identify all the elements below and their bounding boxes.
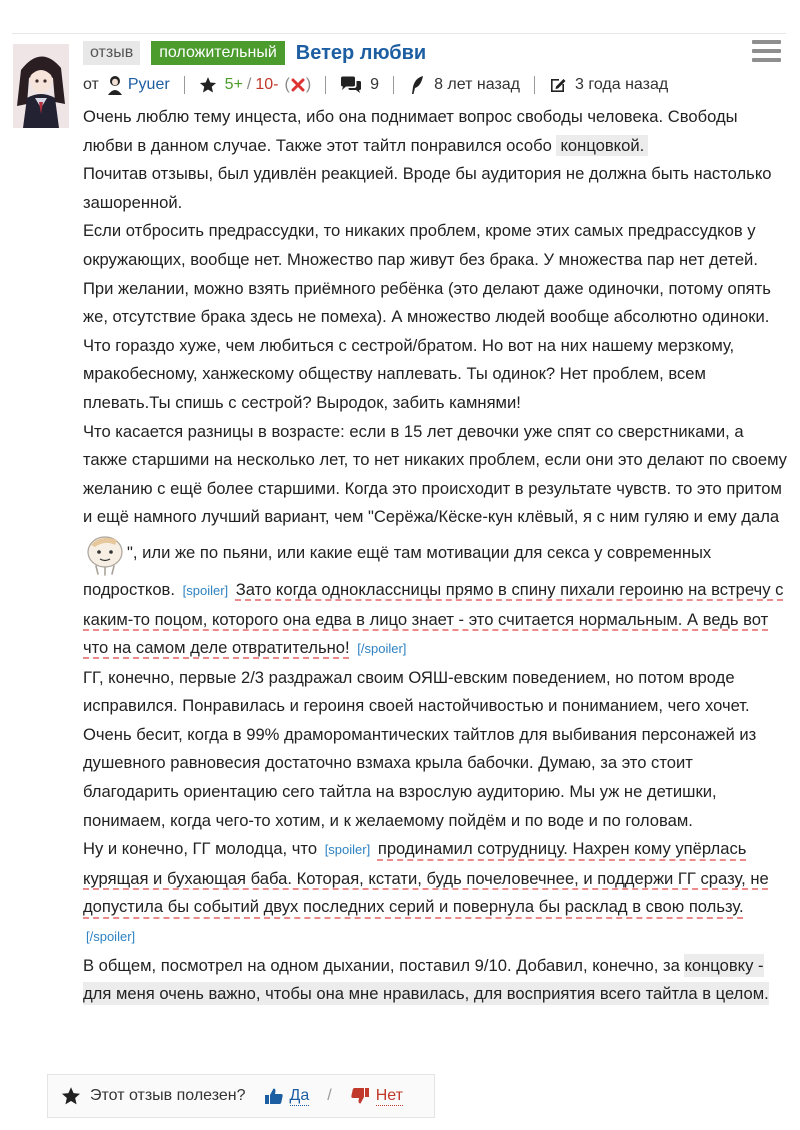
spoiler-open-tag: [spoiler] bbox=[324, 842, 371, 858]
author-prefix: от bbox=[83, 76, 99, 93]
vote-yes-link[interactable]: Да bbox=[289, 1086, 310, 1104]
spoiler-close-tag: [/spoiler] bbox=[86, 929, 136, 945]
highlighted-text: концовку - для меня очень важно, чтобы она мне нравилась, для восприятия всего тайтла в целом. bbox=[83, 955, 769, 1004]
review-type-badge: отзыв bbox=[83, 41, 140, 65]
paragraph: Почитав отзывы, был удивлён реакцией. Вроде бы аудитория не должна быть настолько зашоренной. bbox=[83, 164, 772, 212]
review-header bbox=[83, 40, 426, 66]
rating-paren-close: ) bbox=[305, 76, 312, 93]
paragraph: Если отбросить предрассудки, то никаких проблем, кроме этих самых предрассудков у окружающих, вообще нет. Множество пар живут без брака. У множества пар нет детей. При желании, можно взять приёмного ребёнка (это делают даже одиночки, потому опять же, отсутствие брака здесь не помеха). А множество людей вообще абсолютно одиноки. Что гораздо хуже, чем любиться с сестрой/братом. Но вот на них нашему мерзкому, мракобесному, ханжескому обществу наплевать. Ты одинок? Нет проблем, всем плевать.Ты спишь с сестрой? Выродок, забить камнями! bbox=[83, 221, 771, 412]
comments-icon bbox=[340, 76, 362, 94]
smiley-icon bbox=[85, 532, 125, 576]
paragraph-text: Очень люблю тему инцеста, ибо она поднимает вопрос свободы человека. Свободы любви в данном случае. Также этот тайтл понравился особо bbox=[83, 107, 738, 155]
sentiment-badge: положительный bbox=[151, 41, 285, 65]
author-link[interactable]: Pyuer bbox=[127, 76, 170, 93]
thumbs-down-icon[interactable] bbox=[350, 1087, 370, 1105]
paragraph bbox=[83, 418, 789, 664]
spoiler-close-tag: [/spoiler] bbox=[357, 641, 407, 657]
edit-icon bbox=[549, 76, 567, 94]
vote-separator: / bbox=[327, 1087, 332, 1104]
paragraph-text: Ну и конечно, ГГ молодца, что bbox=[83, 839, 318, 859]
star-icon bbox=[61, 1086, 81, 1106]
author-avatar[interactable] bbox=[13, 44, 69, 128]
paragraph-text: Что касается разницы в возрасте: если в 15 лет девочки уже спят со сверстниками, а также старшими на несколько лет, то нет никаких проблем, если они это делают по своему желанию с ещё более старшими. Когда это происходит в результате чувств. то это притом и ещё намного лучший вариант, чем "Серёжа/Кёске-кун клёвый, я с ним гуляю и ему дала bbox=[83, 421, 787, 527]
comments-count[interactable]: 9 bbox=[370, 76, 380, 93]
meta-separator bbox=[534, 76, 535, 94]
meta-separator bbox=[325, 76, 326, 94]
review-meta bbox=[83, 74, 668, 96]
spoiler-text[interactable]: Зато когда одноклассницы прямо в спину пихали героиню на встречу с каким-то поцом, которого она едва в лицо знает - это считается нормальным. А ведь вот что на самом деле отвратительно! bbox=[83, 579, 784, 658]
spoiler-text[interactable]: продинамил сотрудницу. Нахрен кому упёрлась курящая и бухающая баба. Которая, кстати, будь почеловечнее, и поддержи ГГ сразу, не допустила бы событий двух последних серий и повернула бы расклад в свою пользу. bbox=[83, 839, 769, 917]
review-title-link[interactable]: Ветер любви bbox=[295, 41, 427, 64]
review-body bbox=[83, 103, 789, 1009]
thumbs-up-icon[interactable] bbox=[264, 1087, 284, 1105]
paragraph: ГГ, конечно, первые 2/3 раздражал своим ОЯШ-евским поведением, но потом вроде исправился. Понравилась и героиня своей настойчивостью и пониманием, чего хочет. Очень бесит, когда в 99% драморомантических тайтлов для выбивания персонажей из душевного равновесия достаточно взмаха крыла бабочки. Думаю, за это стоит благодарить ориентацию сего тайтла на взрослую аудиторию. Мы уж не детишки, понимаем, когда чего-то хотим, и к желаемому пойдём и по воде и по головам. bbox=[83, 667, 757, 830]
paragraph bbox=[83, 835, 789, 951]
paragraph-text: В общем, посмотрел на одном дыхании, поставил 9/10. Добавил, конечно, за bbox=[83, 955, 680, 975]
user-avatar-icon bbox=[106, 75, 124, 95]
top-divider bbox=[12, 33, 786, 34]
meta-separator bbox=[393, 76, 394, 94]
meta-separator bbox=[184, 76, 185, 94]
vote-no-link[interactable]: Нет bbox=[375, 1086, 403, 1104]
avatar-image bbox=[13, 44, 69, 128]
rating-separator: / bbox=[246, 76, 252, 93]
paragraph bbox=[83, 952, 789, 1009]
paragraph-text: ", или же по пьяни, или какие ещё там мотивации для секса у современных подростков. bbox=[83, 542, 712, 599]
rating-minus: 10- bbox=[255, 76, 279, 93]
rating-plus: 5+ bbox=[224, 76, 243, 93]
star-icon bbox=[199, 76, 217, 94]
paragraph bbox=[83, 103, 789, 160]
edited-ago: 3 года назад bbox=[575, 76, 669, 93]
highlighted-text: концовкой. bbox=[556, 135, 648, 156]
helpful-vote-box bbox=[47, 1074, 435, 1118]
helpful-question: Этот отзыв полезен? bbox=[90, 1087, 246, 1104]
quill-icon bbox=[408, 75, 426, 95]
close-icon[interactable] bbox=[291, 78, 305, 92]
spoiler-open-tag: [spoiler] bbox=[182, 582, 229, 598]
menu-icon[interactable] bbox=[752, 40, 781, 64]
rating-paren-open: ( bbox=[284, 76, 290, 93]
written-ago: 8 лет назад bbox=[434, 76, 521, 93]
